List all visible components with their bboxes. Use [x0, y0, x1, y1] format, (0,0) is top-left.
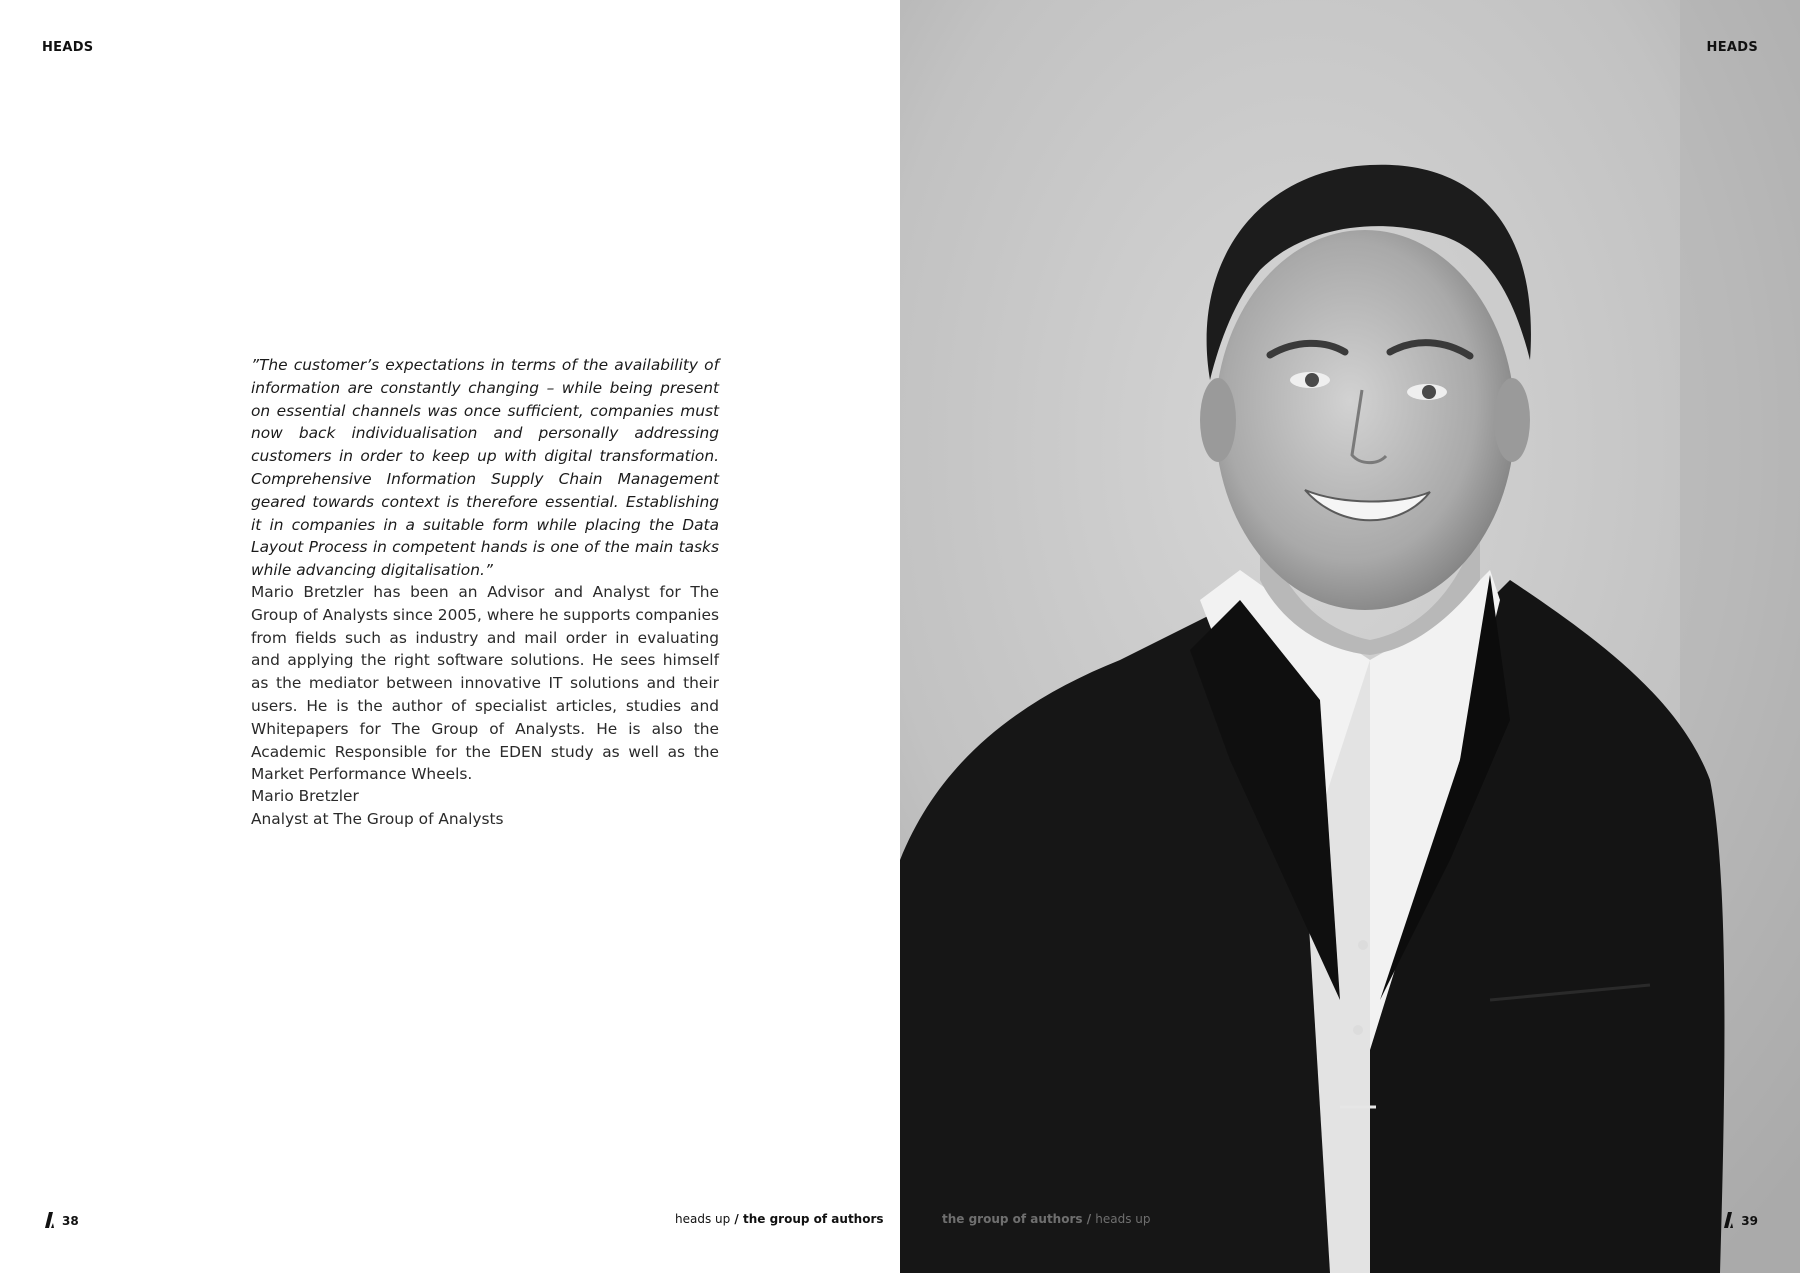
footer-separator-left: /	[730, 1212, 743, 1226]
publisher-logo-icon	[1721, 1212, 1735, 1228]
publisher-logo-icon	[42, 1212, 56, 1228]
page-number-left: 38	[62, 1214, 79, 1228]
portrait-photo	[900, 0, 1800, 1273]
pull-quote: ”The customer’s expectations in terms of the availability of information are constantly changing – while being present on essential channels was once sufficient, companies must now back individualisation and personally addressing customers in order to keep up with digital transformation. Comprehensive Information Supply Chain Management geared towards context is therefore essential. Establishing it in companies in a suitable form while placing the Data Layout Process in competent hands is one of the main tasks while advancing digitalisation.”	[251, 356, 719, 580]
footer-right	[942, 1212, 1151, 1226]
running-head-right: HEADS	[1706, 40, 1758, 55]
right-page	[900, 0, 1800, 1273]
footer-folio-right	[1721, 1212, 1758, 1228]
signature-title: Analyst at The Group of Analysts	[251, 809, 504, 828]
footer-folio-left	[42, 1212, 79, 1228]
footer-section-left: heads up	[675, 1212, 731, 1226]
footer-title-left: the group of authors	[743, 1212, 884, 1226]
author-bio: Mario Bretzler has been an Advisor and Analyst for The Group of Analysts since 2005, where he supports companies from fields such as industry and mail order in evaluating and applying the right software solutions. He sees himself as the mediator between innovative IT solutions and their users. He is the author of specialist articles, studies and Whitepapers for The Group of Analysts. He is also the Academic Responsible for the EDEN study as well as the Market Performance Wheels.	[251, 583, 719, 784]
footer-section-right: heads up	[1095, 1212, 1151, 1226]
signature-name: Mario Bretzler	[251, 787, 359, 805]
footer-left	[675, 1212, 884, 1226]
footer-separator-right: /	[1082, 1212, 1096, 1226]
page-number-right: 39	[1741, 1214, 1758, 1228]
footer-title-right: the group of authors	[942, 1212, 1083, 1226]
signature	[251, 785, 719, 831]
running-head-left: HEADS	[42, 40, 94, 55]
